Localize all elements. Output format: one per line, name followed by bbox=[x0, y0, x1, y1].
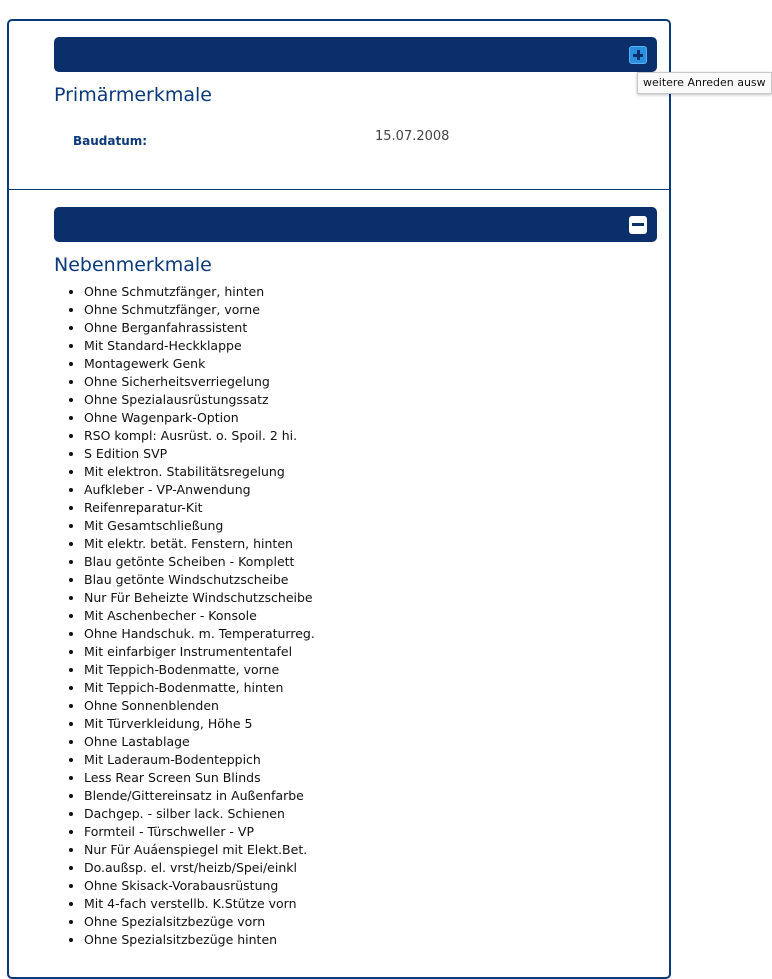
feature-list-item: • Mit elektr. betät. Fenstern, hinten bbox=[84, 535, 315, 553]
feature-list-item: • Mit Teppich-Bodenmatte, hinten bbox=[84, 679, 315, 697]
feature-list-item: • Ohne Lastablage bbox=[84, 733, 315, 751]
feature-list-item: • Ohne Spezialsitzbezüge vorn bbox=[84, 913, 315, 931]
feature-list-item: • Ohne Sonnenblenden bbox=[84, 697, 315, 715]
feature-list-item: • Ohne Sicherheitsverriegelung bbox=[84, 373, 315, 391]
feature-list-item: • Mit Laderaum-Bodenteppich bbox=[84, 751, 315, 769]
feature-list-item: • RSO kompl: Ausrüst. o. Spoil. 2 hi. bbox=[84, 427, 315, 445]
secondary-section-header-bar[interactable] bbox=[54, 207, 657, 242]
expand-plus-icon[interactable] bbox=[629, 46, 647, 64]
feature-list-item: • Formteil - Türschweller - VP bbox=[84, 823, 315, 841]
feature-list-item: • Ohne Spezialsitzbezüge hinten bbox=[84, 931, 315, 949]
feature-list-item: • Mit Türverkleidung, Höhe 5 bbox=[84, 715, 315, 733]
feature-list-item: • Ohne Spezialausrüstungssatz bbox=[84, 391, 315, 409]
feature-list-item: • Ohne Berganfahrassistent bbox=[84, 319, 315, 337]
feature-list-item: • Aufkleber - VP-Anwendung bbox=[84, 481, 315, 499]
feature-list-item: • Mit Gesamtschließung bbox=[84, 517, 315, 535]
build-date-label: Baudatum: bbox=[73, 134, 148, 148]
feature-list-item: • Ohne Skisack-Vorabausrüstung bbox=[84, 877, 315, 895]
feature-list-item: • Ohne Wagenpark-Option bbox=[84, 409, 315, 427]
vehicle-features-panel bbox=[7, 19, 671, 979]
feature-list bbox=[64, 283, 315, 949]
feature-list-item: • S Edition SVP bbox=[84, 445, 315, 463]
collapse-minus-icon[interactable] bbox=[629, 216, 647, 234]
feature-list-item: • Blau getönte Scheiben - Komplett bbox=[84, 553, 315, 571]
feature-list-item: • Reifenreparatur-Kit bbox=[84, 499, 315, 517]
build-date-value: 15.07.2008 bbox=[375, 129, 450, 144]
feature-list-item: • Mit Teppich-Bodenmatte, vorne bbox=[84, 661, 315, 679]
feature-list-item: • Mit Standard-Heckklappe bbox=[84, 337, 315, 355]
feature-list-item: • Montagewerk Genk bbox=[84, 355, 315, 373]
feature-list-item: • Mit 4-fach verstellb. K.Stütze vorn bbox=[84, 895, 315, 913]
secondary-section-title: Nebenmerkmale bbox=[54, 254, 212, 276]
primary-section-title: Primärmerkmale bbox=[54, 84, 212, 106]
tooltip: weitere Anreden ausw bbox=[637, 72, 772, 94]
feature-list-item: • Mit Aschenbecher - Konsole bbox=[84, 607, 315, 625]
feature-list-item: • Nur Für Auáenspiegel mit Elekt.Bet. bbox=[84, 841, 315, 859]
section-divider bbox=[9, 189, 669, 190]
feature-list-item: • Mit elektron. Stabilitätsregelung bbox=[84, 463, 315, 481]
feature-list-item: • Ohne Handschuk. m. Temperaturreg. bbox=[84, 625, 315, 643]
feature-list-item: • Dachgep. - silber lack. Schienen bbox=[84, 805, 315, 823]
feature-list-item: • Ohne Schmutzfänger, hinten bbox=[84, 283, 315, 301]
primary-section-header-bar[interactable] bbox=[54, 37, 657, 72]
feature-list-item: • Do.außsp. el. vrst/heizb/Spei/einkl bbox=[84, 859, 315, 877]
feature-list-item: • Blende/Gittereinsatz in Außenfarbe bbox=[84, 787, 315, 805]
feature-list-item: • Less Rear Screen Sun Blinds bbox=[84, 769, 315, 787]
feature-list-item: • Blau getönte Windschutzscheibe bbox=[84, 571, 315, 589]
feature-list-item: • Ohne Schmutzfänger, vorne bbox=[84, 301, 315, 319]
feature-list-item: • Nur Für Beheizte Windschutzscheibe bbox=[84, 589, 315, 607]
feature-list-item: • Mit einfarbiger Instrumententafel bbox=[84, 643, 315, 661]
